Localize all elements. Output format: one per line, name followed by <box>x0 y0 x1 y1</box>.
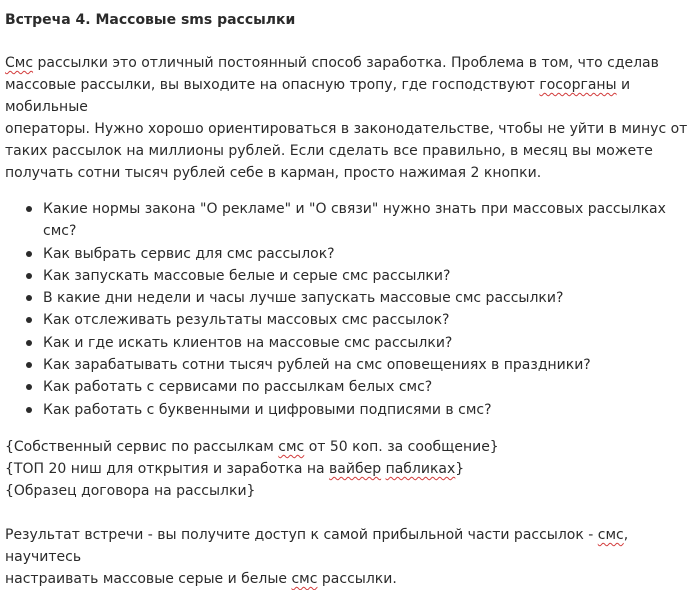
bullet-icon <box>26 384 32 390</box>
intro-text: массовые рассылки, вы выходите на опасную тропу, где господствуют <box>5 77 540 93</box>
bullet-icon <box>26 407 32 413</box>
intro-text: и мобильные <box>5 77 631 115</box>
list-item: Как отслеживать результаты массовых смс рассылок? <box>5 309 695 331</box>
list-item: Как зарабатывать сотни тысяч рублей на смс оповещениях в праздники? <box>5 354 695 376</box>
intro-text: таких рассылок на миллионы рублей. Если сделать все правильно, в месяц вы можете <box>5 143 653 159</box>
intro-text: получать сотни тысяч рублей себе в карман, просто нажимая 2 кнопки. <box>5 165 542 181</box>
offer-line: {ТОП 20 ниш для открытия и заработка на вайбер пабликах} <box>5 460 465 477</box>
misspelled-word[interactable]: смс <box>597 526 624 543</box>
section-heading: Встреча 4. Массовые sms рассылки <box>5 12 296 28</box>
misspelled-word[interactable]: пабликах <box>385 460 456 477</box>
list-item: Как выбрать сервис для смс рассылок? <box>5 243 695 265</box>
offer-line: {Образец договора на рассылки} <box>5 482 256 499</box>
result-paragraph: Результат встречи - вы получите доступ к самой прибыльной части рассылок - смс, научитесь настраивать массовые серые и белые смс рассылки. <box>5 526 629 587</box>
bullet-icon <box>26 317 32 323</box>
list-item: Как работать с буквенными и цифровыми подписями в смс? <box>5 399 695 421</box>
list-item: Как запускать массовые белые и серые смс рассылки? <box>5 265 695 287</box>
misspelled-word[interactable]: вайбер <box>329 460 382 477</box>
misspelled-word[interactable]: смс <box>291 570 318 587</box>
intro-text: операторы. Нужно хорошо ориентироваться в законодательстве, чтобы не уйти в минус от <box>5 121 688 137</box>
misspelled-word[interactable]: смс <box>278 438 305 455</box>
bullet-icon <box>26 340 32 346</box>
list-item: Как работать с сервисами по рассылкам белых смс? <box>5 376 695 398</box>
intro-paragraph <box>5 52 695 184</box>
bonus-offers <box>5 436 695 502</box>
list-item: Какие нормы закона "О рекламе" и "О связи" нужно знать при массовых рассылках смс? <box>5 198 695 243</box>
list-item: Как и где искать клиентов на массовые смс рассылки? <box>5 332 695 354</box>
intro-text: рассылки это отличный постоянный способ заработка. Проблема в том, что сделав <box>33 55 659 71</box>
bullet-icon <box>26 273 32 279</box>
offer-line: {Собственный сервис по рассылкам смс от 50 коп. за сообщение} <box>5 438 499 455</box>
bullet-icon <box>26 251 32 257</box>
misspelled-word[interactable]: Смс <box>5 55 34 71</box>
article <box>5 9 695 590</box>
topics-list <box>5 198 695 421</box>
bullet-icon <box>26 362 32 368</box>
list-item: В какие дни недели и часы лучше запускать массовые смс рассылки? <box>5 287 695 309</box>
bullet-icon <box>26 206 32 212</box>
misspelled-word[interactable]: госорганы <box>539 77 617 93</box>
bullet-icon <box>26 295 32 301</box>
